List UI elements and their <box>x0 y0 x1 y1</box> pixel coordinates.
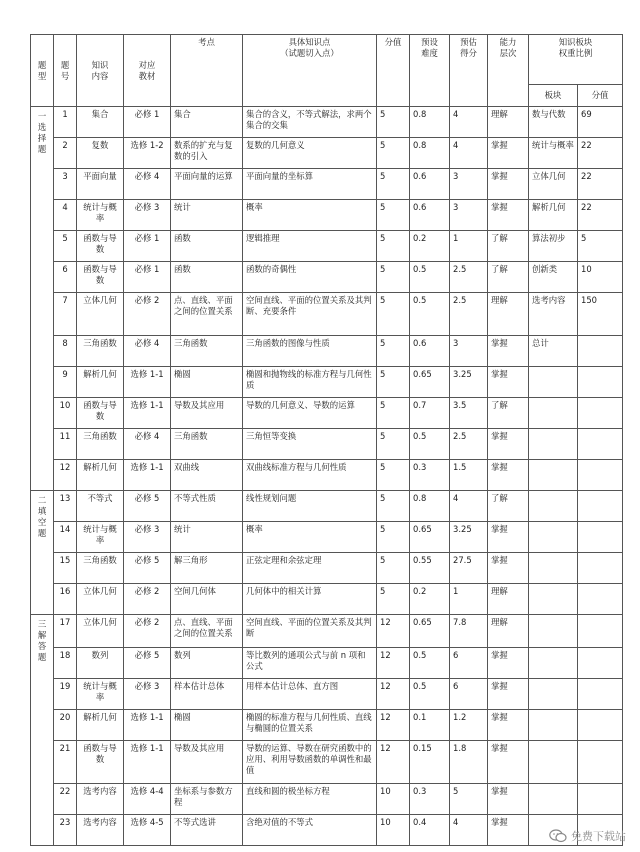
header-block: 板块 <box>529 85 578 107</box>
table-row <box>31 615 623 648</box>
row-block <box>529 398 578 429</box>
row-textbook: 选修 1-1 <box>124 710 171 741</box>
row-textbook: 必修 2 <box>124 615 171 648</box>
row-textbook: 必修 3 <box>124 200 171 231</box>
row-detail: 含绝对值的不等式 <box>243 815 377 846</box>
row-textbook: 必修 3 <box>124 679 171 710</box>
row-block: 选考内容 <box>529 293 578 336</box>
row-num: 23 <box>54 815 77 846</box>
row-difficulty: 0.2 <box>410 584 450 615</box>
row-score: 5 <box>377 200 410 231</box>
row-score: 10 <box>377 815 410 846</box>
row-detail: 空间直线、平面的位置关系及其判断 <box>243 615 377 648</box>
row-block <box>529 679 578 710</box>
header-content: 知识 内容 <box>77 35 124 107</box>
row-est: 6 <box>450 679 488 710</box>
row-block-score: 22 <box>578 200 623 231</box>
row-est: 2.5 <box>450 262 488 293</box>
header-detail: 具体知识点 （试题切入点） <box>243 35 377 107</box>
wechat-icon <box>549 829 567 843</box>
row-num: 22 <box>54 784 77 815</box>
row-block <box>529 491 578 522</box>
row-topic: 函数 <box>171 262 243 293</box>
row-difficulty: 0.8 <box>410 138 450 169</box>
row-num: 19 <box>54 679 77 710</box>
row-textbook: 必修 5 <box>124 491 171 522</box>
header-textbook: 对应 教材 <box>124 35 171 107</box>
row-block <box>529 367 578 398</box>
row-content: 函数与导数 <box>77 231 124 262</box>
row-ability: 掌握 <box>488 460 529 491</box>
row-block <box>529 741 578 784</box>
row-content: 数列 <box>77 648 124 679</box>
row-textbook: 必修 1 <box>124 231 171 262</box>
row-detail: 用样本估计总体、直方图 <box>243 679 377 710</box>
row-difficulty: 0.65 <box>410 367 450 398</box>
table-row <box>31 138 623 169</box>
section-label: 三 解 答 题 <box>31 615 54 846</box>
header-difficulty: 预设 难度 <box>410 35 450 107</box>
row-detail: 导数的几何意义、导数的运算 <box>243 398 377 429</box>
row-topic: 空间几何体 <box>171 584 243 615</box>
row-block-score <box>578 429 623 460</box>
row-textbook: 必修 2 <box>124 293 171 336</box>
header-ability: 能力 层次 <box>488 35 529 107</box>
row-num: 1 <box>54 107 77 138</box>
row-difficulty: 0.5 <box>410 679 450 710</box>
row-num: 13 <box>54 491 77 522</box>
row-est: 4 <box>450 491 488 522</box>
row-block: 立体几何 <box>529 169 578 200</box>
header-est: 预估 得分 <box>450 35 488 107</box>
row-content: 选考内容 <box>77 784 124 815</box>
row-num: 7 <box>54 293 77 336</box>
row-score: 12 <box>377 648 410 679</box>
row-textbook: 必修 5 <box>124 648 171 679</box>
row-topic: 双曲线 <box>171 460 243 491</box>
table-row <box>31 107 623 138</box>
row-ability: 了解 <box>488 398 529 429</box>
row-textbook: 必修 1 <box>124 262 171 293</box>
row-est: 2.5 <box>450 429 488 460</box>
row-ability: 掌握 <box>488 553 529 584</box>
row-est: 1 <box>450 584 488 615</box>
row-est: 1 <box>450 231 488 262</box>
header-type: 题 型 <box>31 35 54 107</box>
row-content: 不等式 <box>77 491 124 522</box>
row-textbook: 必修 4 <box>124 169 171 200</box>
row-num: 5 <box>54 231 77 262</box>
table-row <box>31 815 623 846</box>
row-textbook: 必修 1 <box>124 107 171 138</box>
row-detail: 逻辑推理 <box>243 231 377 262</box>
table-row <box>31 367 623 398</box>
row-block-score: 5 <box>578 231 623 262</box>
row-detail: 椭圆的标准方程与几何性质、直线与椭圆的位置关系 <box>243 710 377 741</box>
row-ability: 理解 <box>488 615 529 648</box>
row-est: 4 <box>450 815 488 846</box>
row-block <box>529 615 578 648</box>
row-topic: 统计 <box>171 200 243 231</box>
row-num: 20 <box>54 710 77 741</box>
row-content: 函数与导数 <box>77 398 124 429</box>
row-content: 立体几何 <box>77 293 124 336</box>
row-difficulty: 0.4 <box>410 815 450 846</box>
row-topic: 点、直线、平面之间的位置关系 <box>171 615 243 648</box>
row-block-score: 22 <box>578 138 623 169</box>
row-detail: 空间直线、平面的位置关系及其判断、充要条件 <box>243 293 377 336</box>
row-block-score <box>578 336 623 367</box>
row-ability: 理解 <box>488 107 529 138</box>
table-row <box>31 679 623 710</box>
row-est: 2.5 <box>450 293 488 336</box>
row-detail: 直线和圆的极坐标方程 <box>243 784 377 815</box>
section-label: 一 选 择 题 <box>31 107 54 491</box>
row-score: 5 <box>377 553 410 584</box>
row-difficulty: 0.6 <box>410 200 450 231</box>
row-textbook: 必修 2 <box>124 584 171 615</box>
row-ability: 掌握 <box>488 648 529 679</box>
row-score: 5 <box>377 460 410 491</box>
row-content: 函数与导数 <box>77 741 124 784</box>
row-difficulty: 0.1 <box>410 710 450 741</box>
table-row <box>31 336 623 367</box>
row-score: 5 <box>377 584 410 615</box>
row-num: 2 <box>54 138 77 169</box>
row-block <box>529 648 578 679</box>
table-row <box>31 429 623 460</box>
row-textbook: 选修 1-1 <box>124 741 171 784</box>
row-content: 解析几何 <box>77 710 124 741</box>
row-block <box>529 553 578 584</box>
row-difficulty: 0.3 <box>410 784 450 815</box>
row-block <box>529 584 578 615</box>
row-est: 6 <box>450 648 488 679</box>
row-difficulty: 0.8 <box>410 491 450 522</box>
row-ability: 掌握 <box>488 815 529 846</box>
row-ability: 了解 <box>488 491 529 522</box>
row-textbook: 必修 3 <box>124 522 171 553</box>
row-block-score <box>578 784 623 815</box>
row-detail: 导数的运算、导数在研究函数中的应用、利用导数函数的单调性和最值 <box>243 741 377 784</box>
row-difficulty: 0.5 <box>410 648 450 679</box>
row-textbook: 必修 4 <box>124 336 171 367</box>
row-ability: 掌握 <box>488 710 529 741</box>
row-block-score <box>578 741 623 784</box>
row-ability: 掌握 <box>488 741 529 784</box>
row-block <box>529 522 578 553</box>
row-content: 解析几何 <box>77 460 124 491</box>
row-content: 集合 <box>77 107 124 138</box>
row-est: 4 <box>450 138 488 169</box>
row-difficulty: 0.15 <box>410 741 450 784</box>
row-score: 5 <box>377 293 410 336</box>
row-ability: 掌握 <box>488 336 529 367</box>
row-textbook: 必修 4 <box>124 429 171 460</box>
row-difficulty: 0.55 <box>410 553 450 584</box>
row-block-score <box>578 710 623 741</box>
row-est: 5 <box>450 784 488 815</box>
row-block-score <box>578 460 623 491</box>
row-block <box>529 429 578 460</box>
row-est: 3 <box>450 200 488 231</box>
row-block <box>529 460 578 491</box>
row-block: 总计 <box>529 336 578 367</box>
row-detail: 集合的含义，不等式解法，求两个集合的交集 <box>243 107 377 138</box>
row-block-score: 69 <box>578 107 623 138</box>
row-est: 3.5 <box>450 398 488 429</box>
table-row <box>31 293 623 336</box>
table-row <box>31 584 623 615</box>
row-detail: 线性规划问题 <box>243 491 377 522</box>
row-score: 5 <box>377 491 410 522</box>
row-topic: 不等式选讲 <box>171 815 243 846</box>
row-score: 12 <box>377 710 410 741</box>
row-textbook: 选修 1-1 <box>124 367 171 398</box>
row-content: 解析几何 <box>77 367 124 398</box>
row-ability: 掌握 <box>488 169 529 200</box>
table-row <box>31 231 623 262</box>
row-topic: 三角函数 <box>171 336 243 367</box>
row-detail: 概率 <box>243 522 377 553</box>
row-ability: 理解 <box>488 293 529 336</box>
header-num: 题 号 <box>54 35 77 107</box>
header-row <box>31 35 623 85</box>
row-num: 18 <box>54 648 77 679</box>
row-num: 14 <box>54 522 77 553</box>
row-difficulty: 0.6 <box>410 336 450 367</box>
row-topic: 坐标系与参数方程 <box>171 784 243 815</box>
row-difficulty: 0.6 <box>410 169 450 200</box>
row-detail: 椭圆和抛物线的标准方程与几何性质 <box>243 367 377 398</box>
row-detail: 三角恒等变换 <box>243 429 377 460</box>
row-score: 12 <box>377 679 410 710</box>
row-topic: 函数 <box>171 231 243 262</box>
table-row <box>31 398 623 429</box>
table-row <box>31 200 623 231</box>
row-ability: 了解 <box>488 231 529 262</box>
row-num: 21 <box>54 741 77 784</box>
row-block-score <box>578 648 623 679</box>
table-row <box>31 784 623 815</box>
row-content: 三角函数 <box>77 336 124 367</box>
row-block <box>529 784 578 815</box>
table-row <box>31 262 623 293</box>
watermark <box>549 828 626 844</box>
row-est: 1.5 <box>450 460 488 491</box>
row-est: 1.2 <box>450 710 488 741</box>
row-block-score <box>578 553 623 584</box>
row-difficulty: 0.65 <box>410 522 450 553</box>
row-detail: 三角函数的图像与性质 <box>243 336 377 367</box>
row-block-score <box>578 491 623 522</box>
row-score: 5 <box>377 169 410 200</box>
row-content: 三角函数 <box>77 429 124 460</box>
section-label: 二 填 空 题 <box>31 491 54 615</box>
exam-spec-table <box>30 34 623 846</box>
row-content: 三角函数 <box>77 553 124 584</box>
row-block-score: 22 <box>578 169 623 200</box>
row-block-score <box>578 522 623 553</box>
row-content: 函数与导数 <box>77 262 124 293</box>
row-ability: 掌握 <box>488 138 529 169</box>
row-block-score <box>578 398 623 429</box>
row-block: 统计与概率 <box>529 138 578 169</box>
watermark-text: 免费下载站 <box>571 830 626 843</box>
row-block-score <box>578 615 623 648</box>
row-ability: 掌握 <box>488 200 529 231</box>
row-num: 8 <box>54 336 77 367</box>
row-difficulty: 0.5 <box>410 429 450 460</box>
row-difficulty: 0.7 <box>410 398 450 429</box>
header-score: 分值 <box>377 35 410 107</box>
row-detail: 双曲线标准方程与几何性质 <box>243 460 377 491</box>
row-score: 5 <box>377 138 410 169</box>
row-num: 12 <box>54 460 77 491</box>
row-est: 3 <box>450 336 488 367</box>
row-est: 4 <box>450 107 488 138</box>
row-detail: 正弦定理和余弦定理 <box>243 553 377 584</box>
row-detail: 函数的奇偶性 <box>243 262 377 293</box>
row-num: 11 <box>54 429 77 460</box>
row-score: 5 <box>377 107 410 138</box>
table-row <box>31 491 623 522</box>
row-score: 5 <box>377 522 410 553</box>
table-row <box>31 648 623 679</box>
row-score: 5 <box>377 367 410 398</box>
row-topic: 数系的扩充与复数的引入 <box>171 138 243 169</box>
row-detail: 概率 <box>243 200 377 231</box>
row-est: 3.25 <box>450 367 488 398</box>
row-difficulty: 0.2 <box>410 231 450 262</box>
row-content: 统计与概率 <box>77 200 124 231</box>
row-difficulty: 0.5 <box>410 262 450 293</box>
row-score: 5 <box>377 398 410 429</box>
row-ability: 掌握 <box>488 367 529 398</box>
row-topic: 样本估计总体 <box>171 679 243 710</box>
row-ability: 掌握 <box>488 784 529 815</box>
row-content: 立体几何 <box>77 615 124 648</box>
row-topic: 三角函数 <box>171 429 243 460</box>
row-textbook: 选修 4-4 <box>124 784 171 815</box>
row-textbook: 选修 1-1 <box>124 460 171 491</box>
row-detail: 平面向量的坐标算 <box>243 169 377 200</box>
row-score: 5 <box>377 231 410 262</box>
row-topic: 导数及其应用 <box>171 741 243 784</box>
row-num: 10 <box>54 398 77 429</box>
row-num: 15 <box>54 553 77 584</box>
row-num: 6 <box>54 262 77 293</box>
row-num: 17 <box>54 615 77 648</box>
header-weight: 知识板块 权重比例 <box>529 35 623 85</box>
row-topic: 椭圆 <box>171 367 243 398</box>
row-topic: 数列 <box>171 648 243 679</box>
table-row <box>31 460 623 491</box>
header-block-score: 分值 <box>578 85 623 107</box>
row-topic: 统计 <box>171 522 243 553</box>
table-row <box>31 741 623 784</box>
row-score: 12 <box>377 615 410 648</box>
row-block-score <box>578 584 623 615</box>
row-topic: 不等式性质 <box>171 491 243 522</box>
row-content: 平面向量 <box>77 169 124 200</box>
row-score: 5 <box>377 262 410 293</box>
row-difficulty: 0.65 <box>410 615 450 648</box>
row-block: 创新类 <box>529 262 578 293</box>
row-difficulty: 0.3 <box>410 460 450 491</box>
row-topic: 点、直线、平面之间的位置关系 <box>171 293 243 336</box>
row-topic: 导数及其应用 <box>171 398 243 429</box>
row-topic: 集合 <box>171 107 243 138</box>
header-topic: 考点 <box>171 35 243 107</box>
row-score: 12 <box>377 741 410 784</box>
row-detail: 几何体中的相关计算 <box>243 584 377 615</box>
row-content: 统计与概率 <box>77 522 124 553</box>
row-block-score <box>578 367 623 398</box>
row-block-score: 150 <box>578 293 623 336</box>
row-ability: 掌握 <box>488 522 529 553</box>
table-row <box>31 169 623 200</box>
row-est: 1.8 <box>450 741 488 784</box>
row-num: 16 <box>54 584 77 615</box>
row-topic: 解三角形 <box>171 553 243 584</box>
row-textbook: 选修 4-5 <box>124 815 171 846</box>
row-content: 选考内容 <box>77 815 124 846</box>
row-score: 10 <box>377 784 410 815</box>
row-block: 解析几何 <box>529 200 578 231</box>
row-block: 算法初步 <box>529 231 578 262</box>
row-num: 3 <box>54 169 77 200</box>
row-est: 7.8 <box>450 615 488 648</box>
row-topic: 椭圆 <box>171 710 243 741</box>
row-difficulty: 0.5 <box>410 293 450 336</box>
table-row <box>31 710 623 741</box>
row-est: 3.25 <box>450 522 488 553</box>
row-block-score <box>578 679 623 710</box>
row-detail: 等比数列的通项公式与前 n 项和公式 <box>243 648 377 679</box>
row-textbook: 选修 1-2 <box>124 138 171 169</box>
table-row <box>31 553 623 584</box>
row-content: 立体几何 <box>77 584 124 615</box>
row-textbook: 选修 1-1 <box>124 398 171 429</box>
row-block-score: 10 <box>578 262 623 293</box>
row-detail: 复数的几何意义 <box>243 138 377 169</box>
row-block: 数与代数 <box>529 107 578 138</box>
row-score: 5 <box>377 429 410 460</box>
row-score: 5 <box>377 336 410 367</box>
row-textbook: 必修 5 <box>124 553 171 584</box>
table-row <box>31 522 623 553</box>
row-ability: 了解 <box>488 262 529 293</box>
row-content: 复数 <box>77 138 124 169</box>
row-num: 4 <box>54 200 77 231</box>
row-ability: 掌握 <box>488 679 529 710</box>
row-est: 3 <box>450 169 488 200</box>
row-block <box>529 710 578 741</box>
row-num: 9 <box>54 367 77 398</box>
row-content: 统计与概率 <box>77 679 124 710</box>
row-topic: 平面向量的运算 <box>171 169 243 200</box>
row-ability: 掌握 <box>488 429 529 460</box>
row-ability: 理解 <box>488 584 529 615</box>
row-est: 27.5 <box>450 553 488 584</box>
row-difficulty: 0.8 <box>410 107 450 138</box>
